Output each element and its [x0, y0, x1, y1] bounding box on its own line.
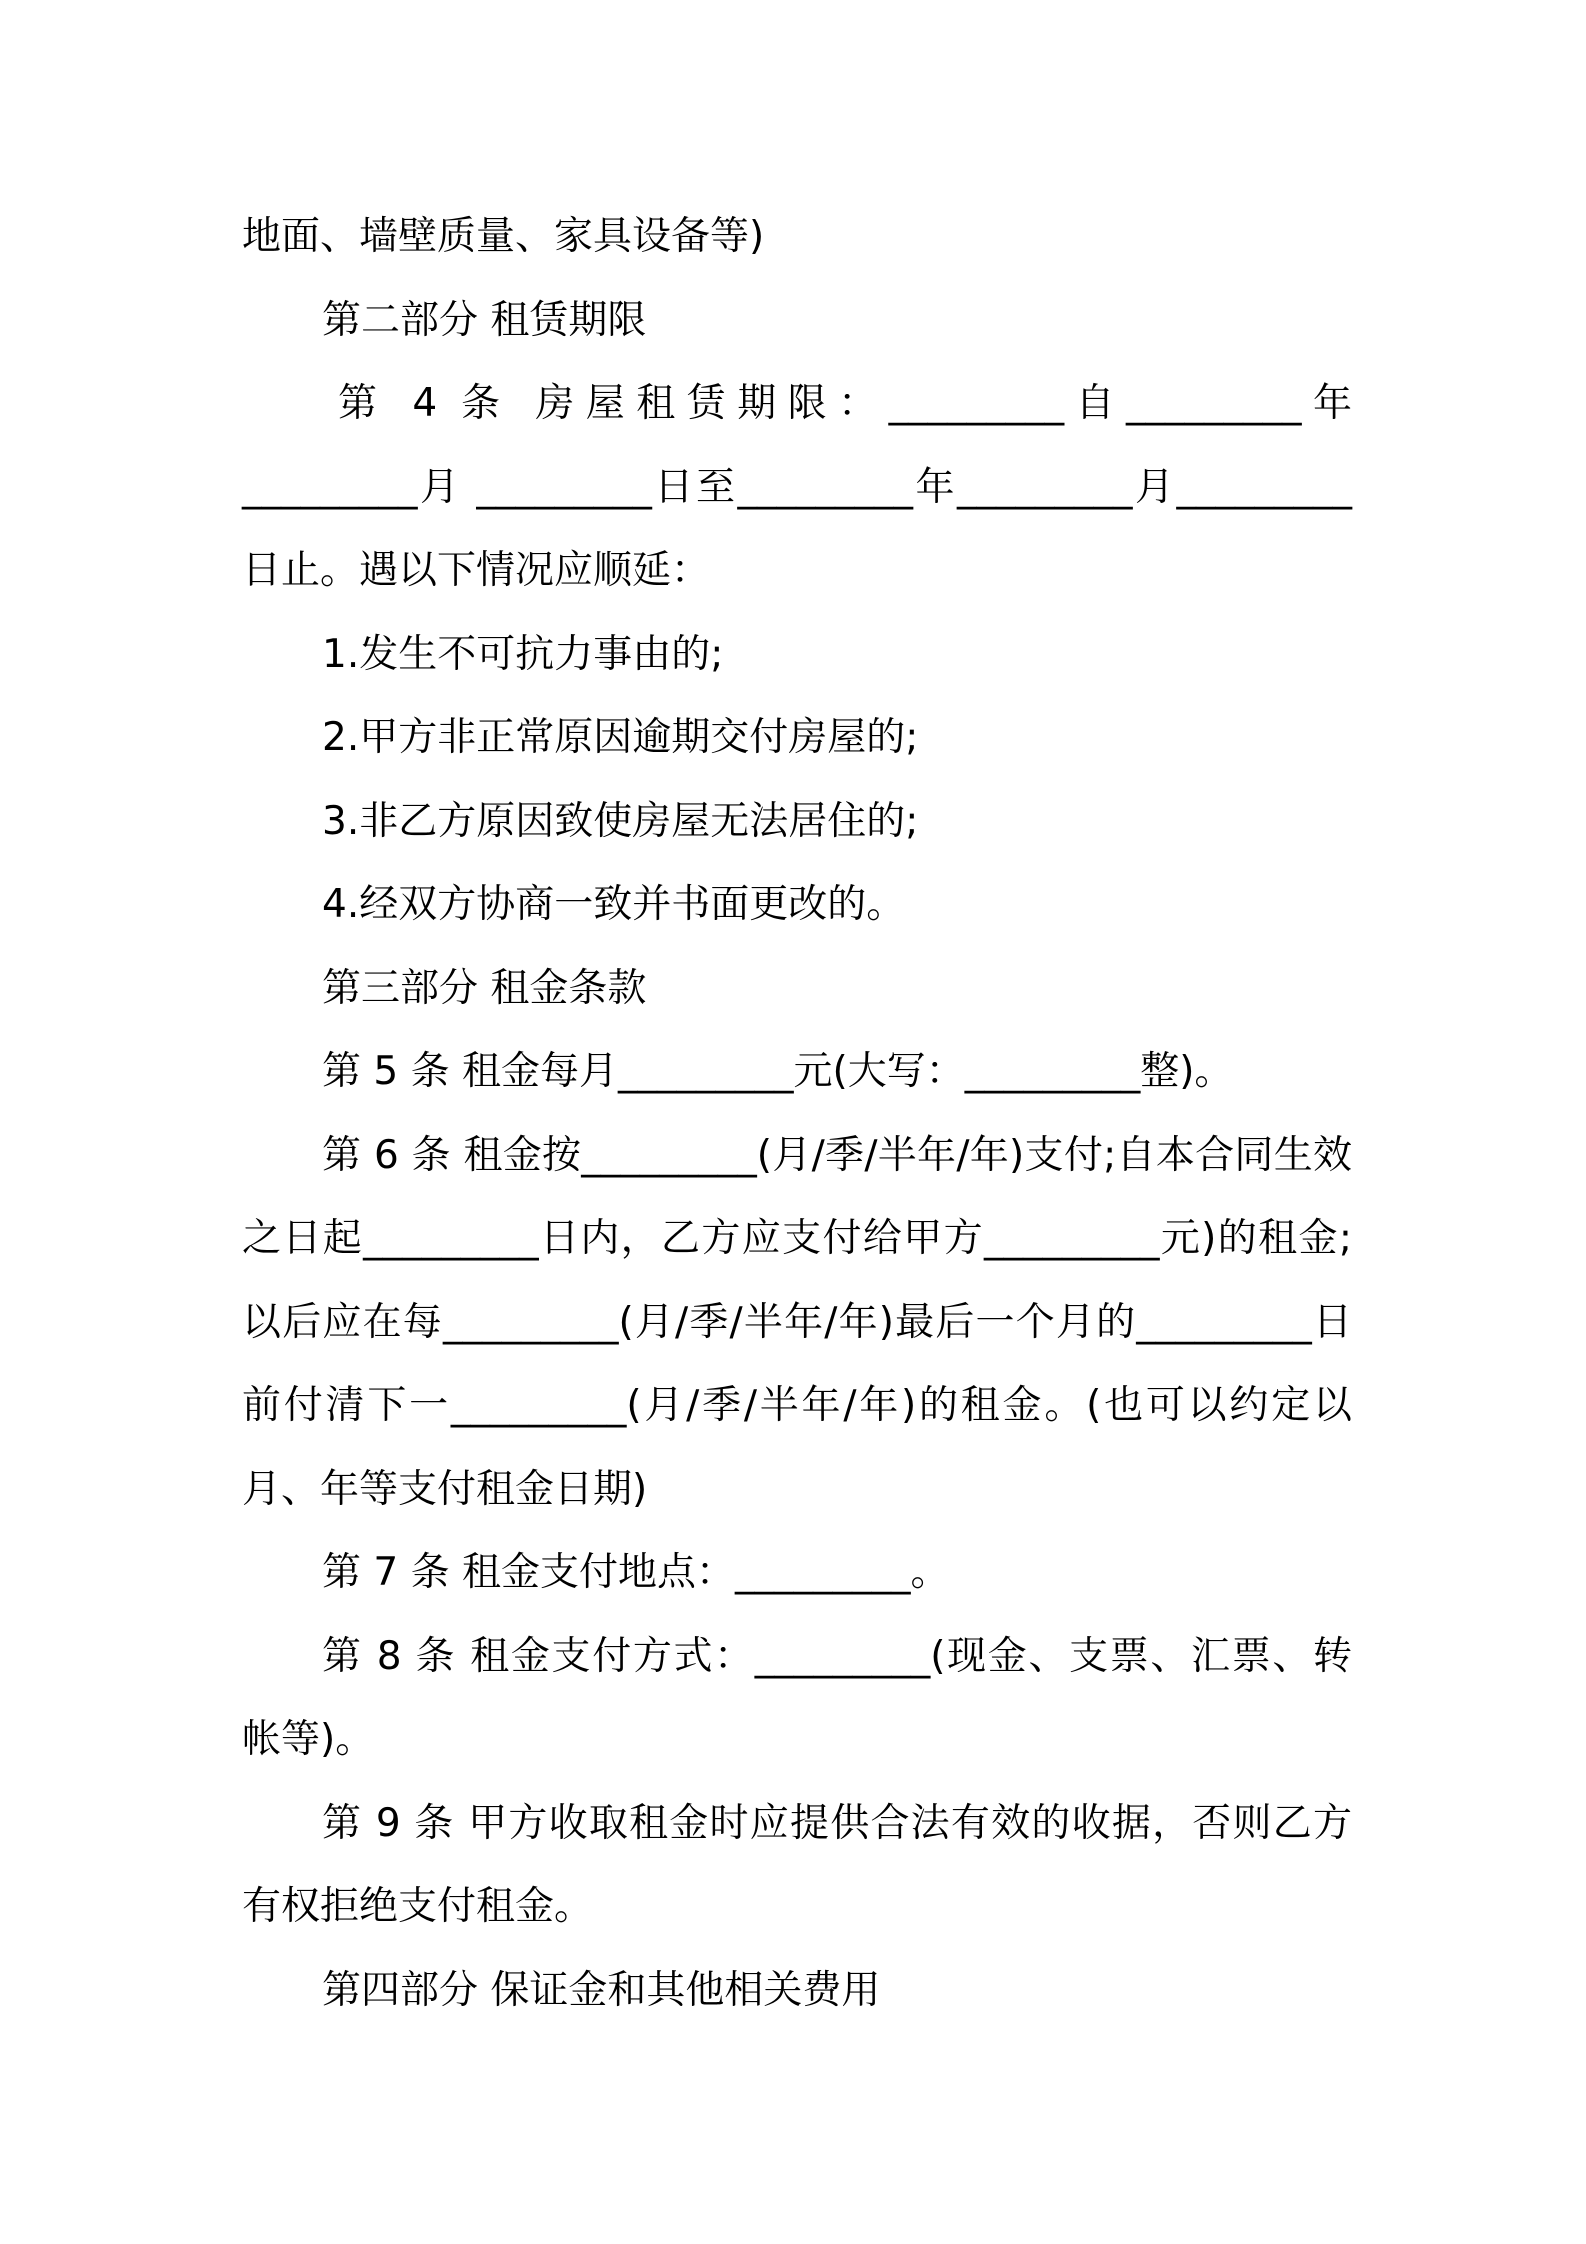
list-item-1: 1.发生不可抗力事由的; [322, 631, 724, 677]
article-9-receipt: 第 9 条 甲方收取租金时应提供合法有效的收据，否则乙方有权拒绝支付租金。 [242, 1800, 1352, 1929]
article-5-monthly-rent: 第 5 条 租金每月_________元(大写：_________整)。 [322, 1049, 1234, 1094]
article-8-payment-method: 第 8 条 租金支付方式：_________(现金、支票、汇票、转帐等)。 [242, 1633, 1352, 1762]
list-item-4: 4.经双方协商一致并书面更改的。 [322, 882, 906, 927]
paragraph-continuation: 地面、墙壁质量、家具设备等) [242, 214, 765, 259]
section-heading-rent-terms: 第三部分 租金条款 [322, 965, 647, 1011]
list-item-2: 2.甲方非正常原因逾期交付房屋的; [322, 715, 919, 760]
article-6-payment-schedule: 第 6 条 租金按_________(月/季/半年/年)支付;自本合同生效之日起_________日内，乙方应支付给甲方_________元)的租金;以后应在每_________(月/季/半年/年)最后一个月的_________日前付清下一_________(月/季/半年/年)的租金。(也可以约定以月、年等支付租金日期) [242, 1132, 1352, 1512]
list-item-3: 3.非乙方原因致使房屋无法居住的; [322, 798, 919, 844]
article-4-lease-period: 第 4 条 房屋租赁期限：_________自_________年_________月 _________日至_________年_________月_________日止。遇以下情况应顺延： [242, 381, 1352, 593]
section-heading-deposit: 第四部分 保证金和其他相关费用 [322, 1967, 881, 2013]
document-body [242, 195, 1352, 2032]
section-heading-lease-term: 第二部分 租赁期限 [322, 297, 647, 343]
article-7-payment-location: 第 7 条 租金支付地点：_________。 [322, 1550, 950, 1595]
